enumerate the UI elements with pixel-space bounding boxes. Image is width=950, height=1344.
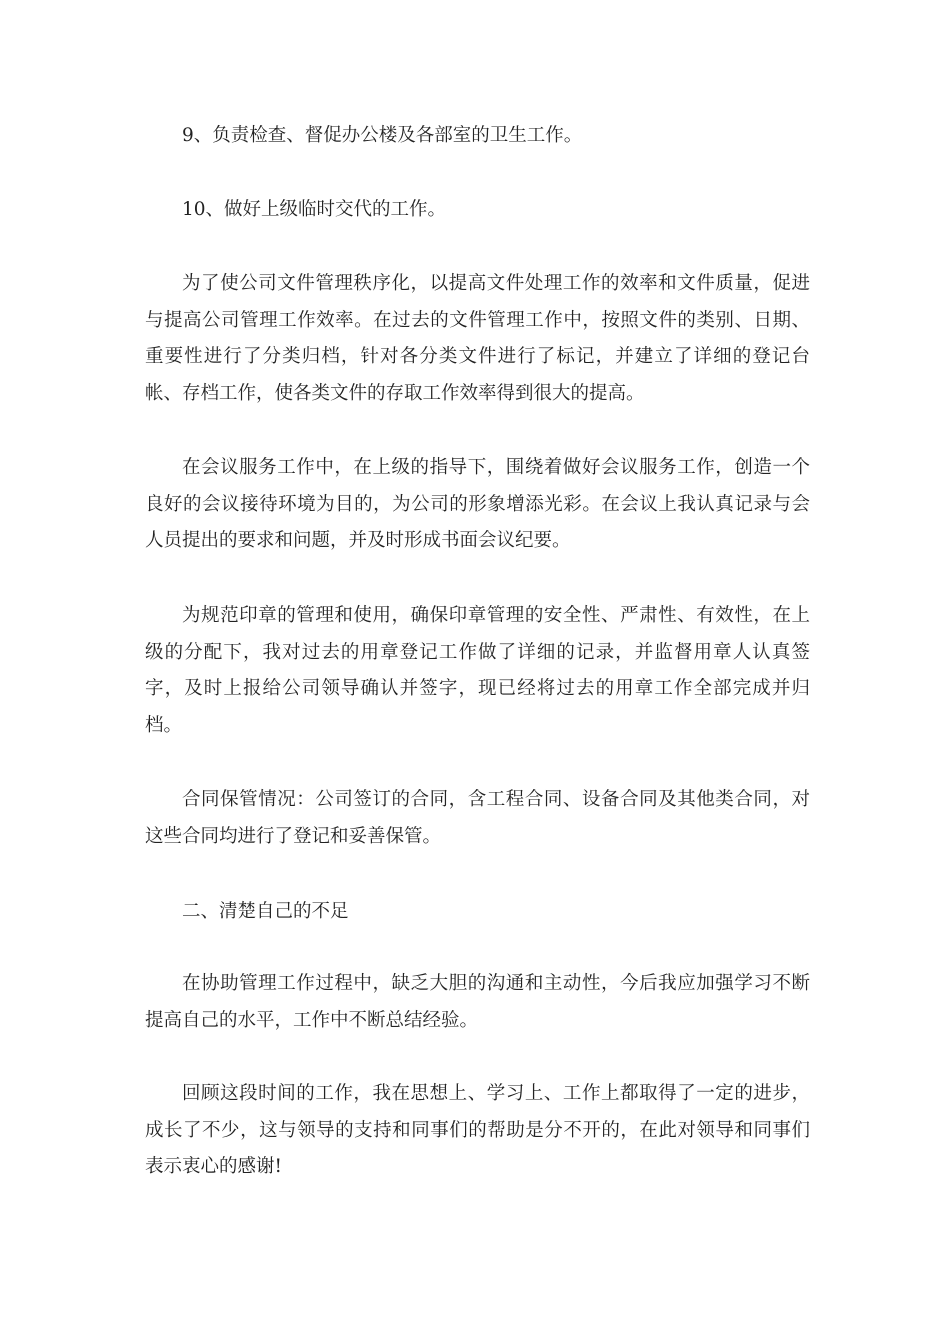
paragraph-item-10: 10、做好上级临时交代的工作。 bbox=[182, 199, 447, 220]
paragraph-shortcomings: 在协助管理工作过程中，缺乏大胆的沟通和主动性，今后我应加强学习不断提高自己的水平，工作中不断总结经验。 bbox=[145, 973, 810, 1031]
paragraph-contract-custody: 合同保管情况：公司签订的合同，含工程合同、设备合同及其他类合同，对这些合同均进行了登记和妥善保管。 bbox=[145, 789, 810, 847]
paragraph-file-management: 为了使公司文件管理秩序化，以提高文件处理工作的效率和文件质量，促进与提高公司管理工作效率。在过去的文件管理工作中，按照文件的类别、日期、重要性进行了分类归档，针对各分类文件进行了标记，并建立了详细的登记台帐、存档工作，使各类文件的存取工作效率得到很大的提高。 bbox=[145, 273, 810, 405]
paragraph-conclusion: 回顾这段时间的工作，我在思想上、学习上、工作上都取得了一定的进步，成长了不少，这与领导的支持和同事们的帮助是分不开的，在此对领导和同事们表示衷心的感谢! bbox=[145, 1083, 810, 1178]
paragraph-meeting-service: 在会议服务工作中，在上级的指导下，围绕着做好会议服务工作，创造一个良好的会议接待环境为目的，为公司的形象增添光彩。在会议上我认真记录与会人员提出的要求和问题，并及时形成书面会议纪要。 bbox=[145, 457, 810, 552]
paragraph-seal-management: 为规范印章的管理和使用，确保印章管理的安全性、严肃性、有效性，在上级的分配下，我对过去的用章登记工作做了详细的记录，并监督用章人认真签字，及时上报给公司领导确认并签字，现已经将过去的用章工作全部完成并归档。 bbox=[145, 605, 810, 737]
section-heading-shortcomings: 二、清楚自己的不足 bbox=[182, 901, 349, 922]
paragraph-item-9: 9、负责检查、督促办公楼及各部室的卫生工作。 bbox=[182, 125, 583, 146]
